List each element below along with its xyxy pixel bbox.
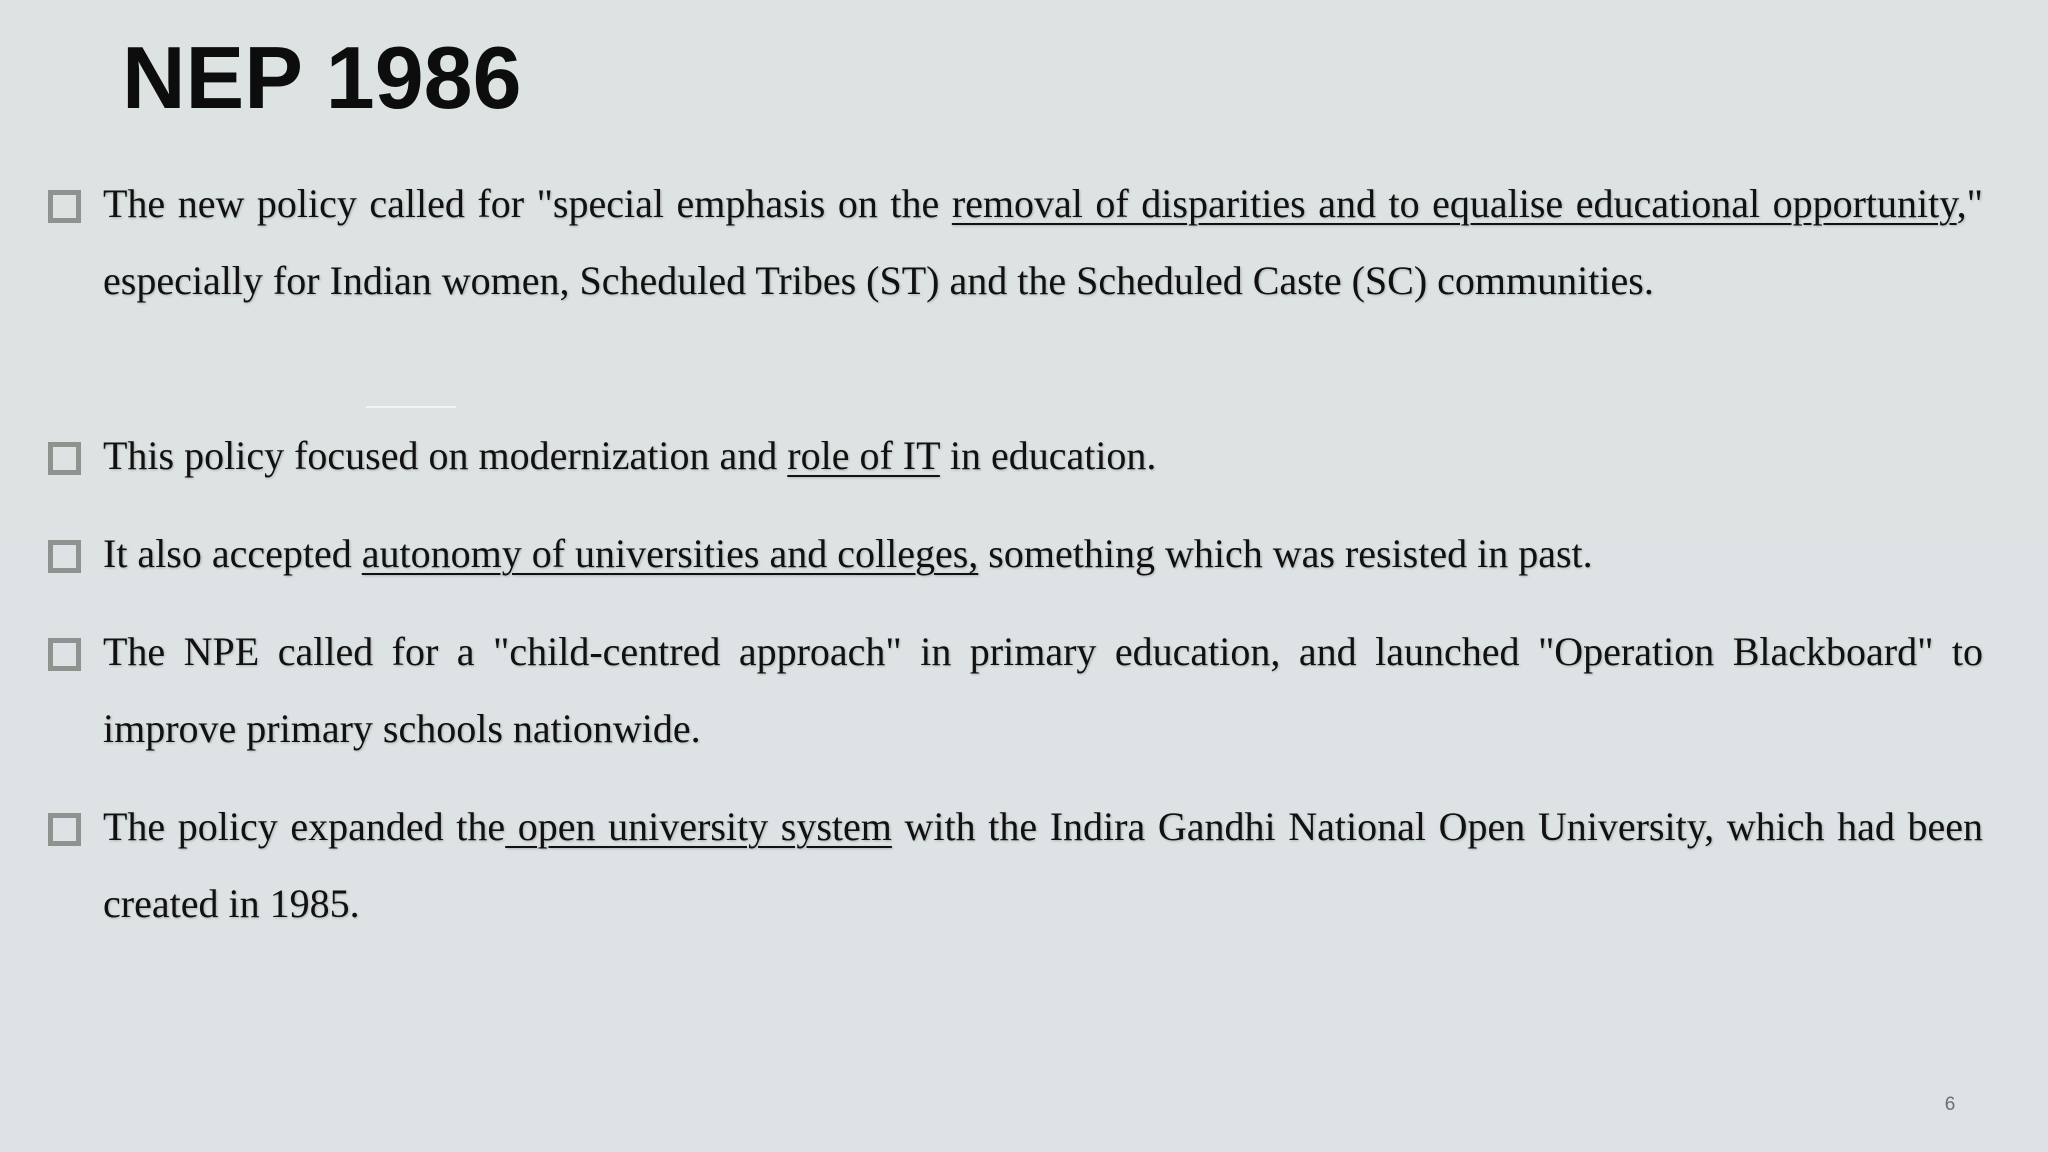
bullet-item-5 [103, 789, 1983, 942]
hollow-square-icon [48, 638, 81, 671]
bullet-text: The new policy called for "special emphasis on the [103, 181, 952, 226]
slide-title: NEP 1986 [122, 28, 522, 127]
bullet-item-1 [103, 166, 1983, 319]
underlined-phrase: role of IT [787, 433, 940, 478]
page-number: 6 [1944, 1094, 1956, 1115]
underlined-phrase: open university system [505, 804, 892, 849]
underlined-phrase: autonomy of universities and colleges, [361, 531, 979, 576]
bullet-text: in education. [939, 433, 1157, 478]
bullet-text: The NPE called for a "child-centred approach" in primary education, and launched "Operation Blackboard" to improve primary schools nationwide. [103, 629, 1983, 751]
bullet-item-3 [103, 516, 1983, 593]
bullet-text: with the Indira Gandhi National Open University, which had been created in 1985. [103, 804, 1984, 926]
bullet-text: something which was resisted in past. [978, 531, 1593, 576]
underlined-phrase: removal of disparities and to equalise educational opportunity [951, 181, 1957, 226]
decorative-divider [366, 406, 456, 408]
bullet-text: ," especially for Indian women, Scheduled Tribes (ST) and the Scheduled Caste (SC) communities. [103, 181, 1983, 303]
bullet-text: The policy expanded the [103, 804, 506, 849]
bullet-item-2 [103, 418, 1983, 495]
bullet-item-4 [103, 614, 1983, 767]
hollow-square-icon [48, 442, 81, 475]
bullet-text: This policy focused on modernization and [103, 433, 788, 478]
hollow-square-icon [48, 190, 81, 223]
hollow-square-icon [48, 540, 81, 573]
hollow-square-icon [48, 813, 81, 846]
bullet-text: It also accepted [103, 531, 362, 576]
